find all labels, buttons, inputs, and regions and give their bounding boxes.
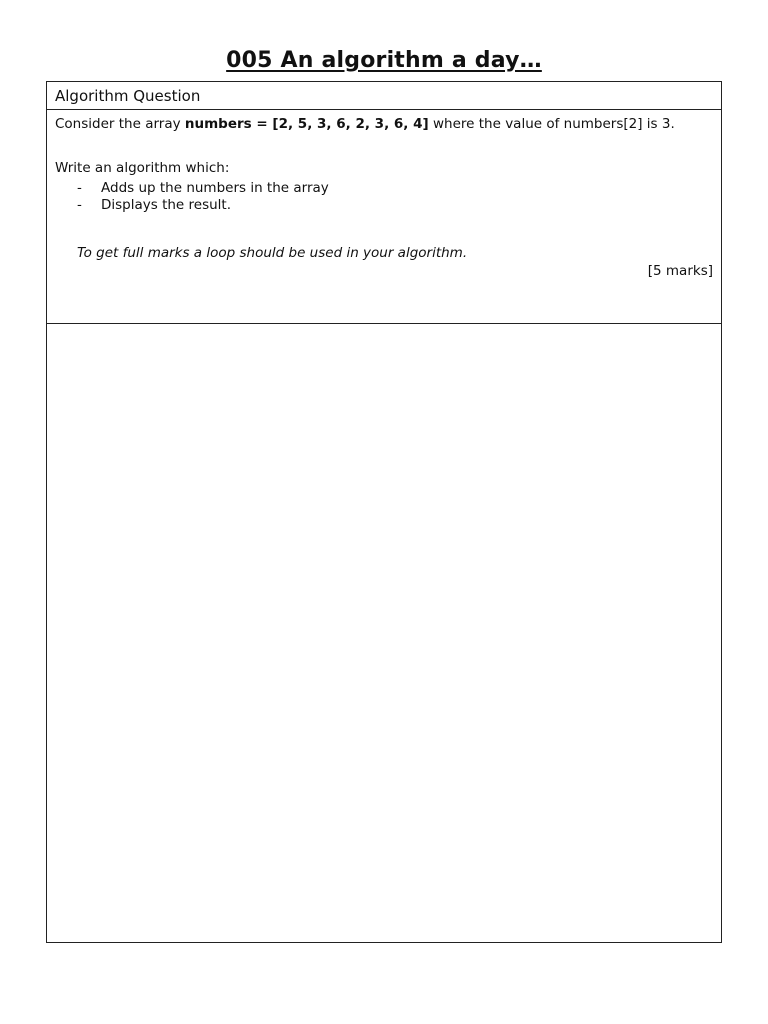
question-intro xyxy=(55,116,675,132)
bullet-marker: - xyxy=(77,180,82,196)
bullet-marker: - xyxy=(77,197,82,213)
marks-label: [5 marks] xyxy=(647,263,713,279)
question-cell xyxy=(47,110,721,324)
question-header-label: Algorithm Question xyxy=(55,87,201,105)
instruction-text: Write an algorithm which: xyxy=(55,160,230,176)
page-title: 005 An algorithm a day… xyxy=(226,48,542,73)
question-table xyxy=(46,81,722,943)
intro-text-after: where the value of numbers[2] is 3. xyxy=(428,116,675,132)
list-item-text: Adds up the numbers in the array xyxy=(101,180,329,196)
answer-area[interactable] xyxy=(47,324,721,942)
list-item xyxy=(77,180,329,196)
question-header-row xyxy=(47,82,721,110)
list-item xyxy=(77,197,231,213)
array-definition: numbers = [2, 5, 3, 6, 2, 3, 6, 4] xyxy=(184,116,429,132)
list-item-text: Displays the result. xyxy=(101,197,232,213)
intro-text-before: Consider the array xyxy=(55,116,185,132)
loop-requirement-note: To get full marks a loop should be used in your algorithm. xyxy=(77,245,468,261)
